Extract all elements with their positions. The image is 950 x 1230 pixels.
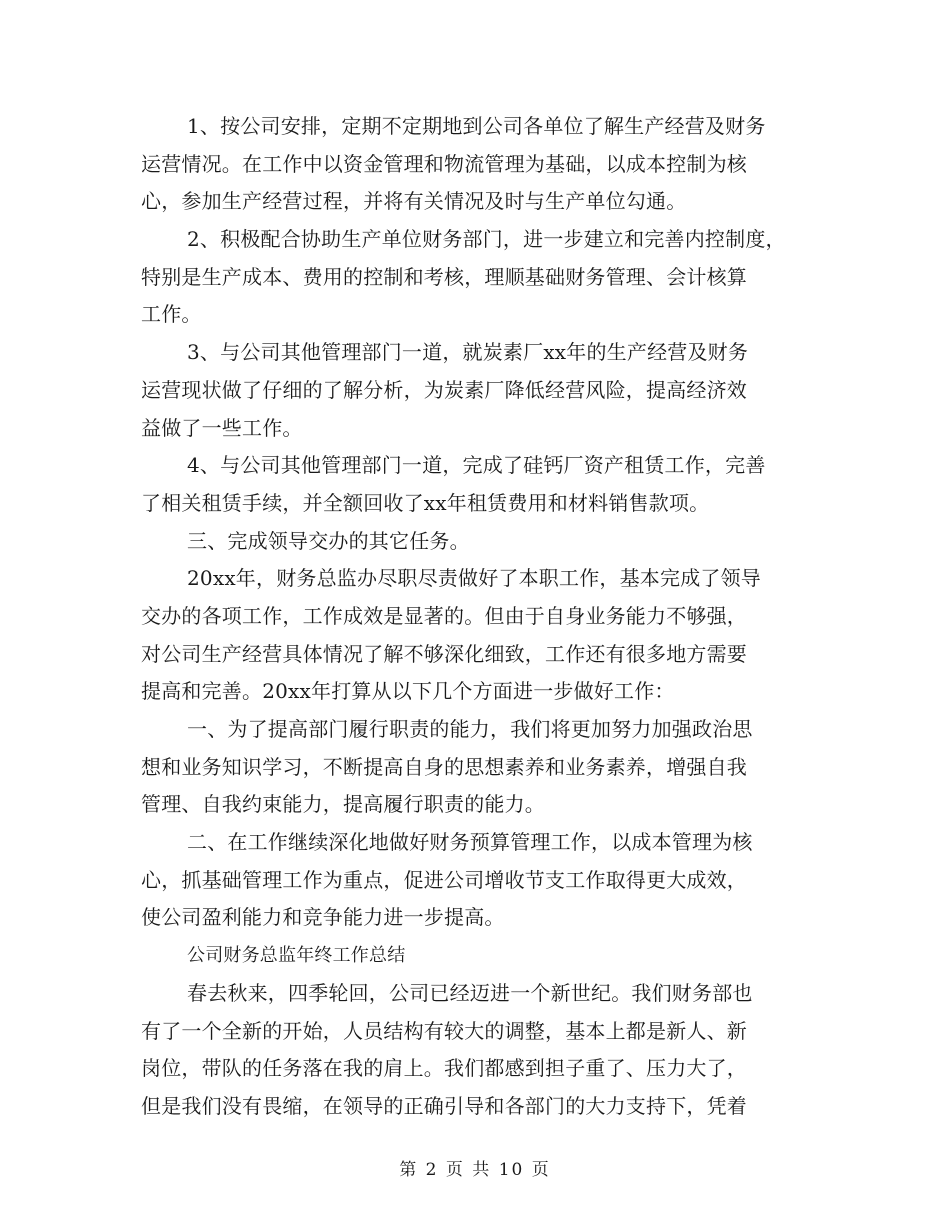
text-line: 提高和完善。20xx年打算从以下几个方面进一步做好工作： bbox=[141, 679, 675, 704]
text-line: 管理、自我约束能力，提高履行职责的能力。 bbox=[141, 792, 545, 817]
text-line: 但是我们没有畏缩，在领导的正确引导和各部门的大力支持下，凭着 bbox=[141, 1093, 747, 1118]
text-line: 春去秋来，四季轮回，公司已经迈进一个新世纪。我们财务部也 bbox=[187, 980, 753, 1005]
text-line: 心，抓基础管理工作为重点，促进公司增收节支工作取得更大成效， bbox=[141, 867, 747, 892]
article-title: 公司财务总监年终工作总结 bbox=[187, 945, 406, 967]
text-line: 交办的各项工作，工作成效是显著的。但由于自身业务能力不够强， bbox=[141, 603, 747, 628]
text-line: 4、与公司其他管理部门一道，完成了硅钙厂资产租赁工作，完善 bbox=[187, 453, 766, 478]
page-number-footer: 第 2 页 共 10 页 bbox=[399, 1160, 551, 1180]
section-heading: 三、完成领导交办的其它任务。 bbox=[187, 528, 470, 553]
document-body bbox=[141, 108, 813, 1126]
text-line: 心，参加生产经营过程，并将有关情况及时与生产单位勾通。 bbox=[141, 189, 687, 214]
text-line: 有了一个全新的开始，人员结构有较大的调整，基本上都是新人、新 bbox=[141, 1018, 747, 1043]
text-line: 岗位，带队的任务落在我的肩上。我们都感到担子重了、压力大了， bbox=[141, 1056, 747, 1081]
text-line: 20xx年，财务总监办尽职尽责做好了本职工作，基本完成了领导 bbox=[187, 566, 762, 591]
text-line: 3、与公司其他管理部门一道，就炭素厂xx年的生产经营及财务 bbox=[187, 340, 749, 365]
text-line: 二、在工作继续深化地做好财务预算管理工作，以成本管理为核 bbox=[187, 830, 753, 855]
text-line: 想和业务知识学习，不断提高自身的思想素养和业务素养，增强自我 bbox=[141, 754, 747, 779]
text-line: 特别是生产成本、费用的控制和考核，理顺基础财务管理、会计核算 bbox=[141, 264, 747, 289]
text-line: 一、为了提高部门履行职责的能力，我们将更加努力加强政治思 bbox=[187, 717, 753, 741]
text-line: 工作。 bbox=[141, 302, 202, 327]
text-line: 益做了一些工作。 bbox=[141, 415, 303, 440]
text-line: 了相关租赁手续，并全额回收了xx年租赁费用和材料销售款项。 bbox=[141, 490, 710, 515]
text-line: 对公司生产经营具体情况了解不够深化细致，工作还有很多地方需要 bbox=[141, 641, 747, 666]
text-line: 运营现状做了仔细的了解分析，为炭素厂降低经营风险，提高经济效 bbox=[141, 377, 747, 402]
text-line: 1、按公司安排，定期不定期地到公司各单位了解生产经营及财务 bbox=[187, 114, 766, 138]
text-line: 使公司盈利能力和竞争能力进一步提高。 bbox=[141, 905, 505, 930]
text-line: 2、积极配合协助生产单位财务部门，进一步建立和完善内控制度， bbox=[187, 227, 786, 252]
text-line: 运营情况。在工作中以资金管理和物流管理为基础，以成本控制为核 bbox=[141, 151, 747, 176]
